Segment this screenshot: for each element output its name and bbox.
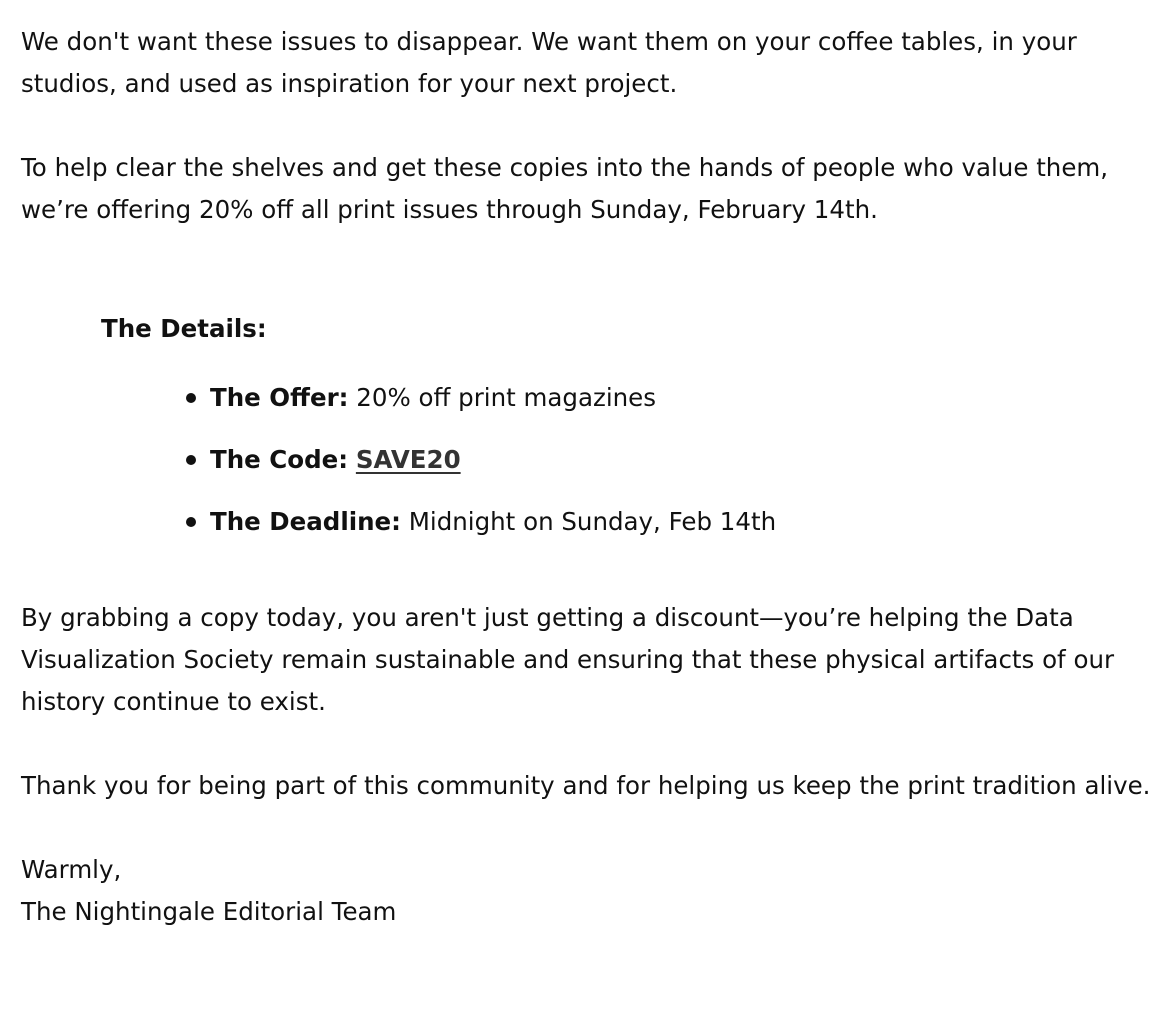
- bullet-icon: [186, 455, 196, 465]
- thanks-paragraph: Thank you for being part of this community and for helping us keep the print tradition alive.: [21, 771, 1151, 800]
- support-paragraph: By grabbing a copy today, you aren't just getting a discount—you’re helping the Data Visualization Society remain sustainable and ensuring that these physical artifacts of our history continue to exist.: [21, 603, 1115, 716]
- details-heading: The Details:: [101, 314, 267, 343]
- details-list: [21, 377, 1151, 543]
- intro-paragraph: We don't want these issues to disappear. We want them on your coffee tables, in your studios, and used as inspiration for your next project.: [21, 27, 1077, 98]
- code-label: The Code:: [210, 445, 349, 474]
- closing-line: Warmly,: [21, 855, 122, 884]
- list-item-deadline: [21, 501, 1151, 543]
- email-body: [21, 21, 1151, 933]
- deadline-value: Midnight on Sunday, Feb 14th: [400, 507, 777, 536]
- bullet-icon: [186, 393, 196, 403]
- list-item-offer: [21, 377, 1151, 419]
- signoff: [21, 849, 1151, 933]
- bullet-icon: [186, 517, 196, 527]
- discount-code-link[interactable]: SAVE20: [355, 445, 461, 474]
- offer-label: The Offer:: [210, 383, 349, 412]
- deadline-label: The Deadline:: [210, 507, 401, 536]
- offer-paragraph: To help clear the shelves and get these copies into the hands of people who value them, we’re offering 20% off all print issues through Sunday, February 14th.: [21, 153, 1109, 224]
- signature: The Nightingale Editorial Team: [21, 897, 397, 926]
- list-item-code: [21, 439, 1151, 481]
- offer-value: 20% off print magazines: [348, 383, 657, 412]
